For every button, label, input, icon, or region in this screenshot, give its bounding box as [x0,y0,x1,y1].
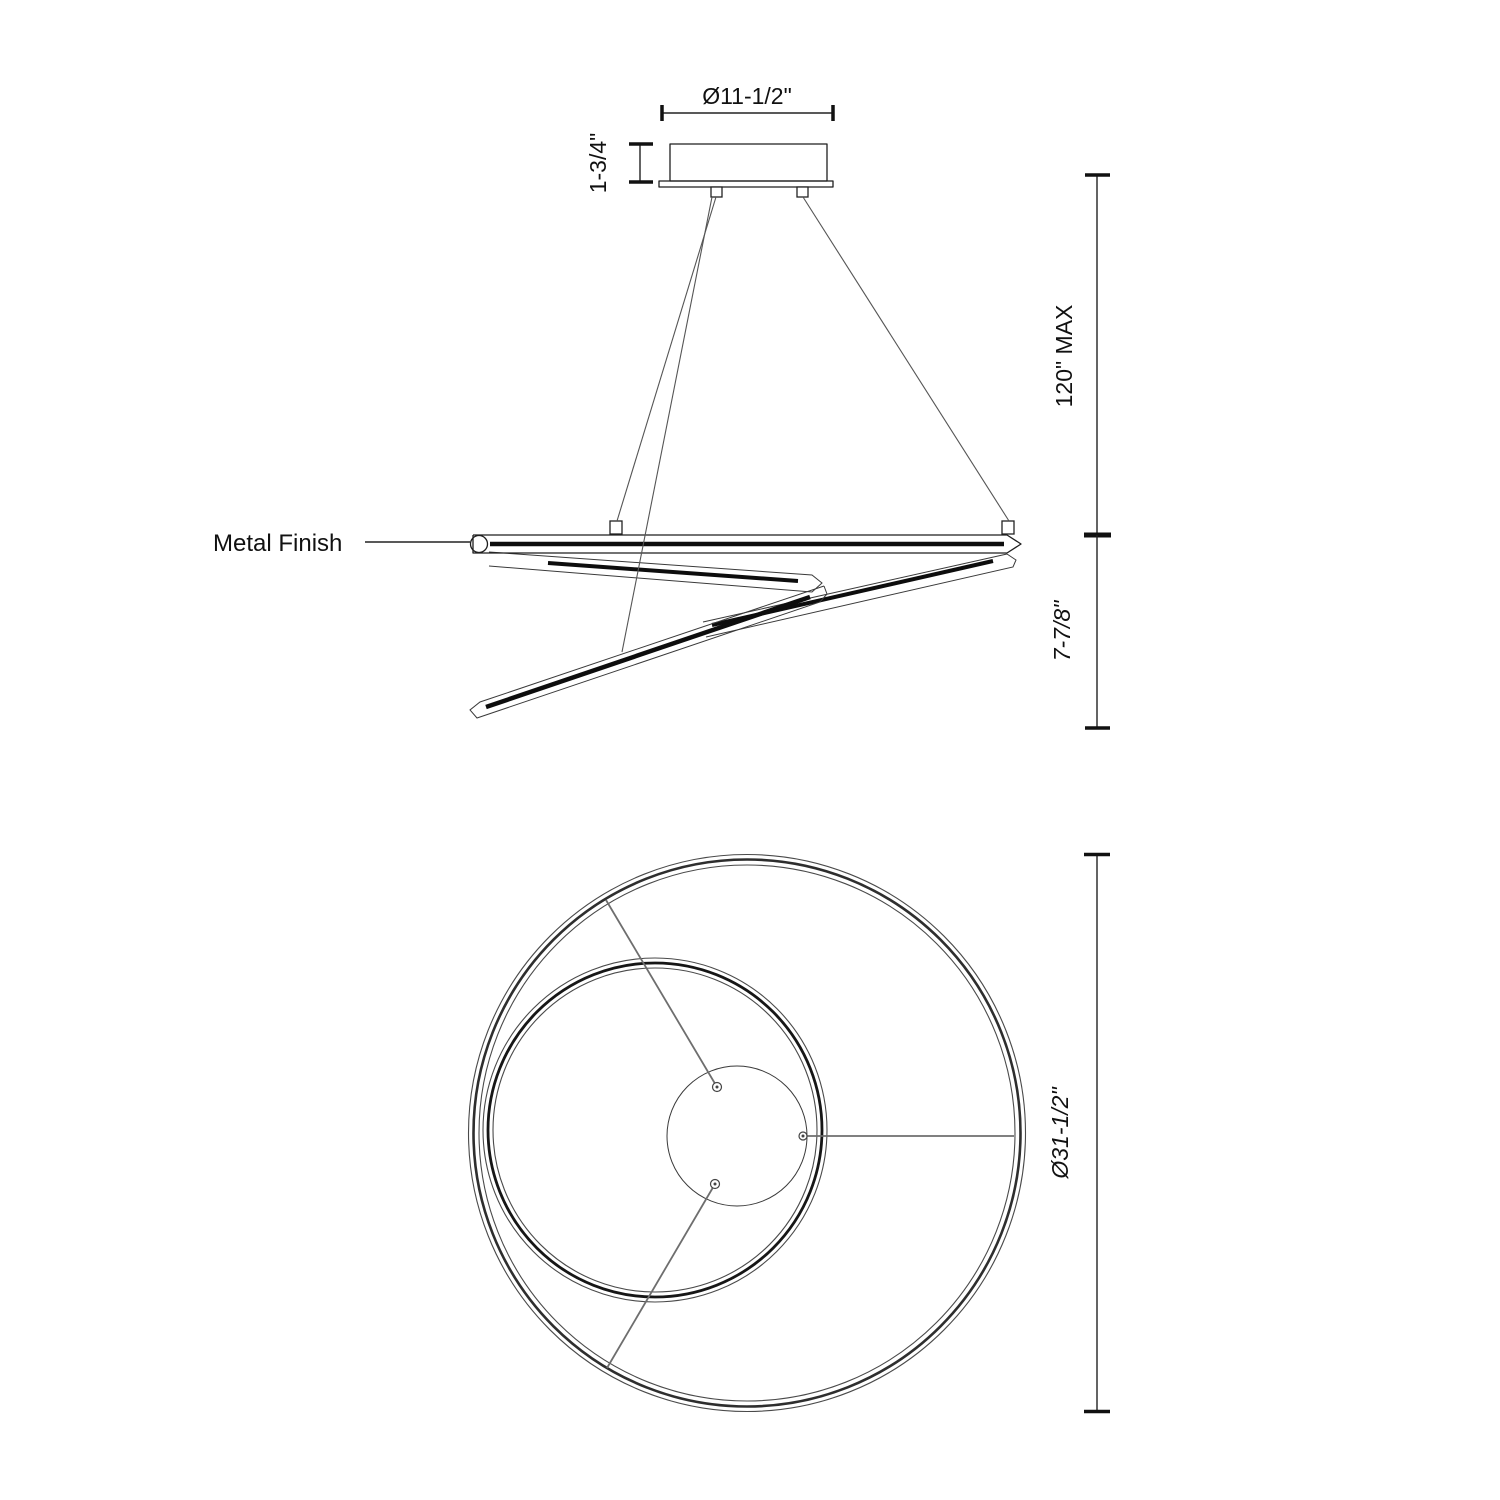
canopy-height-dimension [585,133,653,194]
outer-ring-plan [469,855,1026,1412]
fixture-height-dimension [1049,535,1110,728]
fixture-diameter-dimension [1047,855,1110,1412]
metal-finish-callout [213,530,470,557]
canopy-diameter-dimension [662,83,833,121]
inner-ring-rear-edge [703,554,1016,637]
outer-ring-led-strip [474,860,1021,1407]
canopy-cable-gripper-right [797,187,808,197]
suspension-cables-side [617,197,1009,652]
side-elevation-view [213,83,1111,728]
ring-cable-gripper-left [610,521,622,534]
ring-cable-gripper-right [1002,521,1014,534]
inner-ring-upper-edge [489,552,822,592]
max-suspension-dimension [1051,175,1111,535]
metal-finish-label: Metal Finish [213,530,343,557]
canopy-outline-plan [667,1066,807,1206]
suspension-max-label: 120" MAX [1051,304,1077,408]
inner-ring-led-strip [488,963,822,1297]
canopy-diameter-label: Ø11-1/2" [702,83,792,109]
outer-ring-profile [471,521,1022,553]
canopy-cable-gripper-left [711,187,722,197]
canopy-height-label: 1-3/4" [585,132,611,194]
inner-ring-plan [483,958,827,1302]
cable-anchor-points [711,1083,808,1189]
plan-view [469,855,1111,1412]
fixture-diameter-label: Ø31-1/2" [1047,1087,1073,1179]
ceiling-canopy [659,144,833,197]
fixture-height-label: 7-7/8" [1049,600,1075,662]
